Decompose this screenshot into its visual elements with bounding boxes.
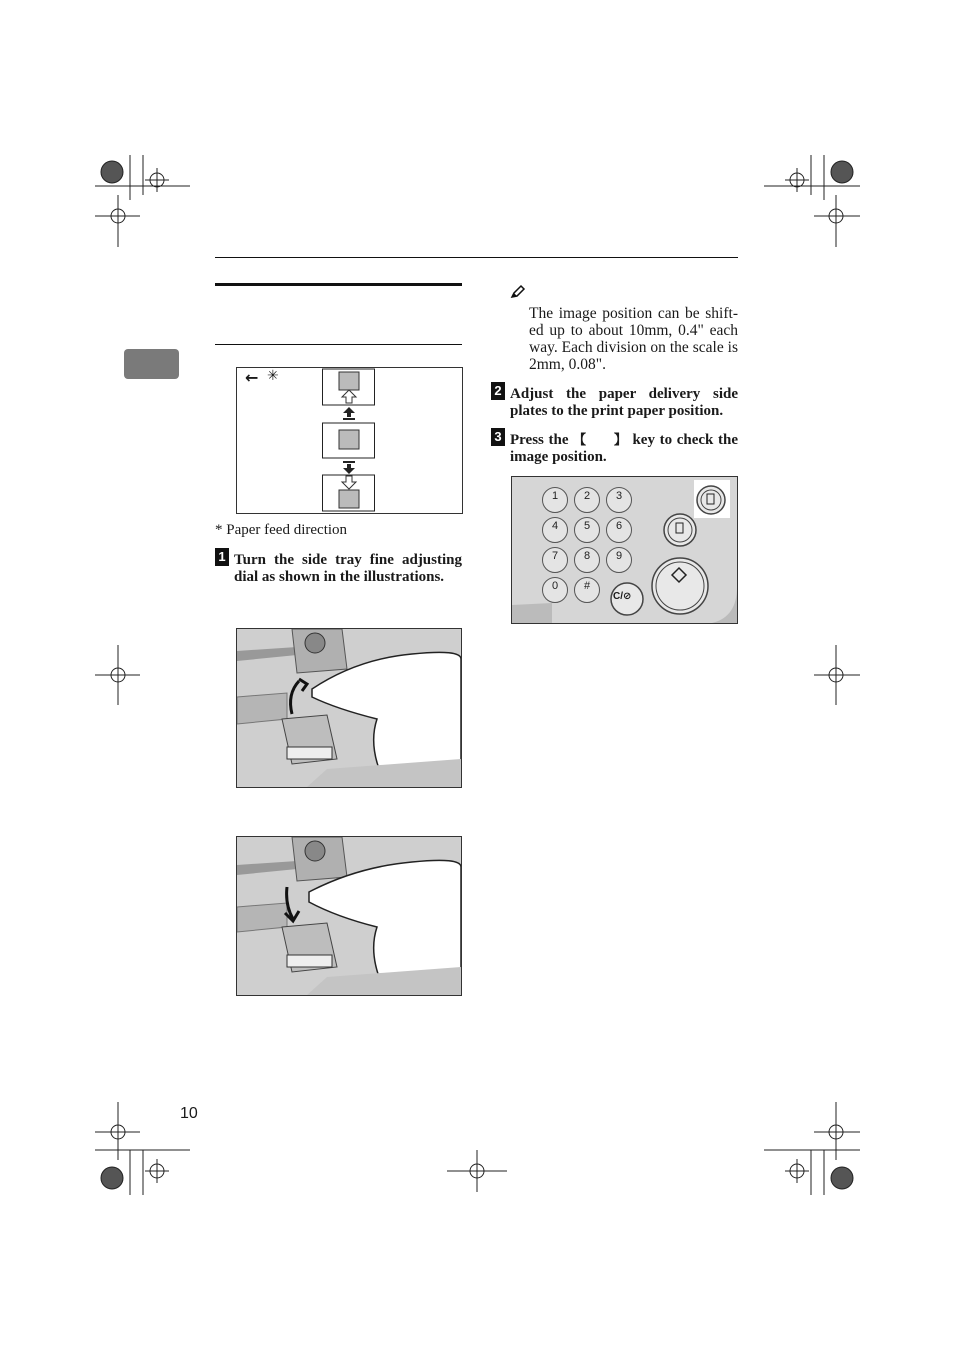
clear-stop-key-label: C/⊘: [613, 591, 632, 602]
step-2-number: 2: [491, 382, 505, 400]
step-3-number: 3: [491, 428, 505, 446]
key-bracket-open: 【: [573, 433, 588, 448]
keypad-key-hash[interactable]: #: [574, 577, 600, 603]
step-2-text: Adjust the paper delivery side plates to the print paper position.: [510, 386, 738, 419]
page-number: 10: [180, 1105, 198, 1122]
step-3-text: [510, 432, 738, 466]
header-rule: [215, 257, 738, 258]
keypad-key-9[interactable]: 9: [606, 547, 632, 573]
keypad-key-0[interactable]: 0: [542, 577, 568, 603]
dial-up-illustration: [236, 628, 462, 788]
keypad-key-1[interactable]: 1: [542, 487, 568, 513]
position-boxes: [322, 368, 377, 513]
paper-feed-caption: * Paper feed direction: [215, 522, 348, 538]
step-3-before: Press the: [510, 432, 569, 448]
note-pencil-icon: [510, 284, 526, 300]
keypad-key-5[interactable]: 5: [574, 517, 600, 543]
feed-arrow-icon: ←: [245, 368, 259, 387]
keypad-key-8[interactable]: 8: [574, 547, 600, 573]
keypad-key-7[interactable]: 7: [542, 547, 568, 573]
section-rule-thick: [215, 283, 462, 286]
step-1-text: Turn the side tray fine adjusting dial as shown in the illustrations.: [234, 552, 462, 585]
position-diagram: [236, 367, 463, 514]
note-text: The image position can be shift-ed up to about 10mm, 0.4" each way. Each division on the scale is 2mm, 0.08".: [529, 305, 738, 373]
section-rule-thin: [215, 344, 462, 345]
keypad-key-6[interactable]: 6: [606, 517, 632, 543]
control-panel-illustration: [511, 476, 738, 624]
keypad-key-4[interactable]: 4: [542, 517, 568, 543]
step-3-after: key to check the image position.: [510, 432, 738, 465]
chapter-tab: [124, 349, 179, 379]
keypad-key-2[interactable]: 2: [574, 487, 600, 513]
asterisk-icon: ✳: [267, 368, 279, 384]
dial-down-illustration: [236, 836, 462, 996]
keypad-key-3[interactable]: 3: [606, 487, 632, 513]
key-bracket-close: 】: [613, 433, 628, 448]
step-1-number: 1: [215, 548, 229, 566]
